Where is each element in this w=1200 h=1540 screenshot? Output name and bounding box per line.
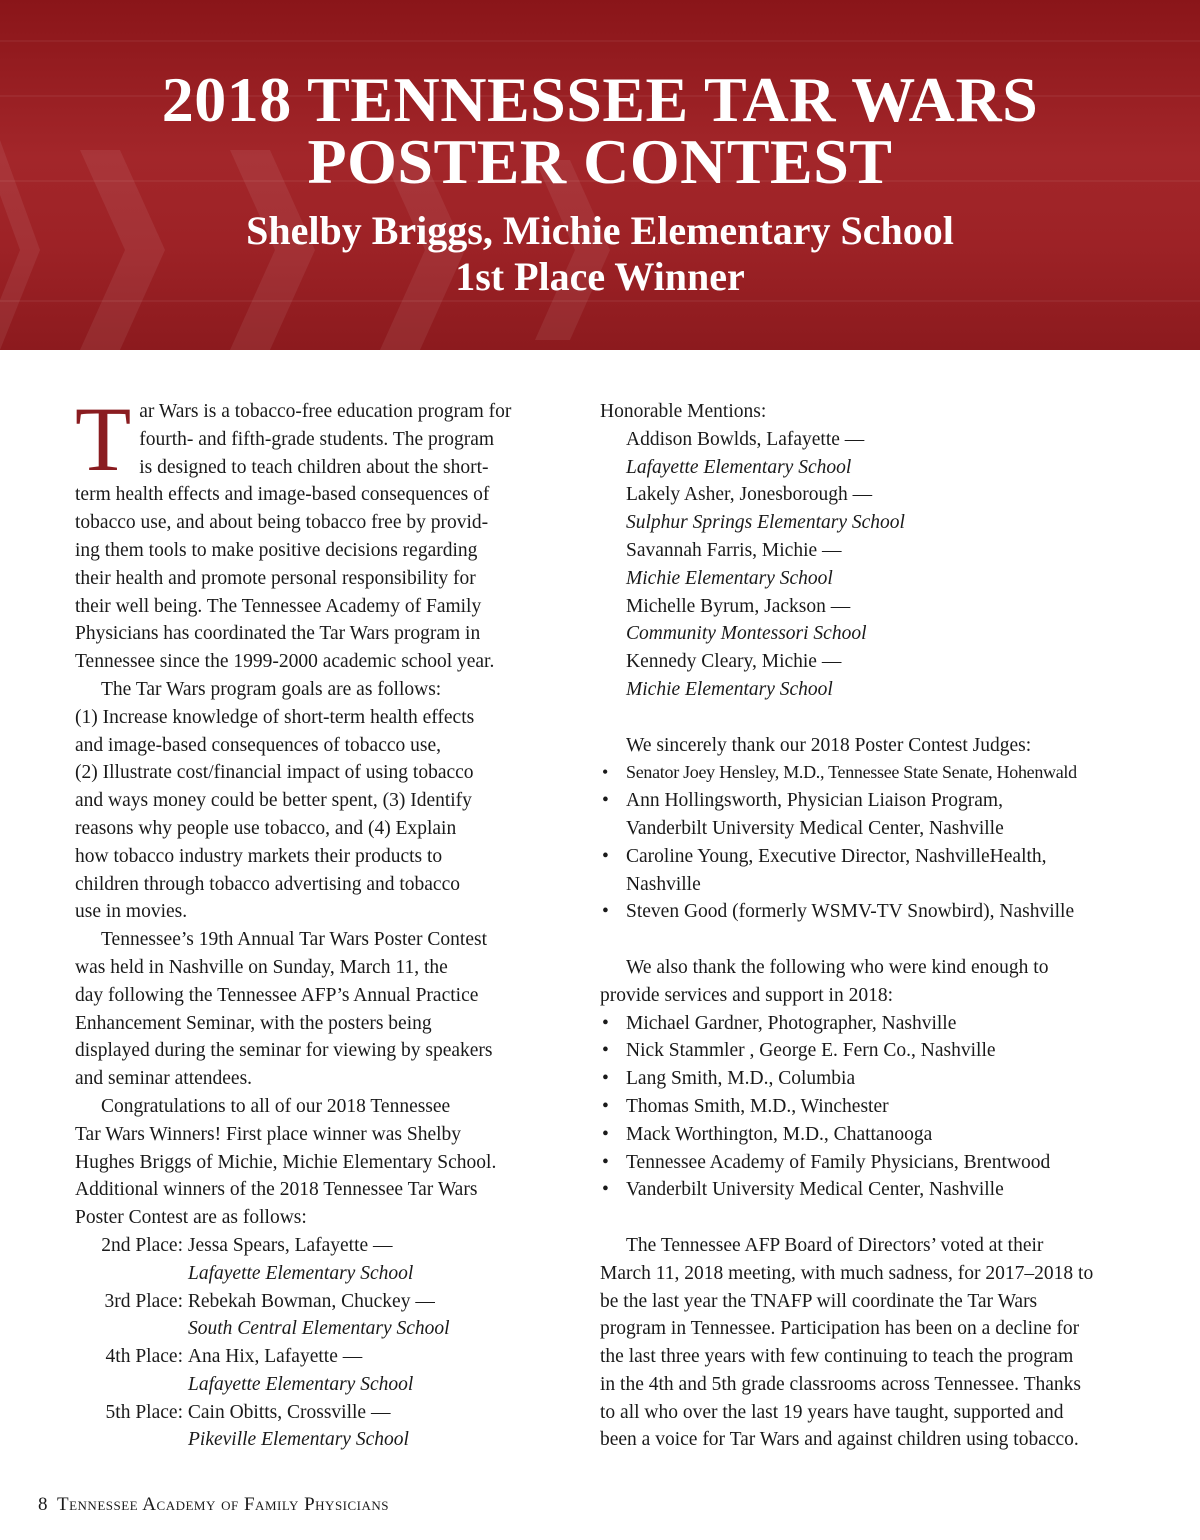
text-line: Congratulations to all of our 2018 Tennessee [101,1095,451,1117]
place-row [75,1232,565,1260]
congrats-paragraph [75,1093,565,1232]
winner-school: Pikeville Elementary School [188,1429,409,1451]
text-line: how tobacco industry markets their products to [75,845,443,867]
judge-item [600,843,1145,899]
intro-paragraph [75,388,565,676]
text-line: term health effects and image-based consequences of [75,484,490,506]
page-number: 8 [38,1494,48,1515]
supporter-item [600,1010,1145,1038]
text-line: program in Tennessee. Participation has been on a decline for [600,1318,1080,1340]
places-list [75,1232,565,1454]
text-line: and ways money could be better spent, (3) Identify [75,790,472,812]
text-line: Steven Good (formerly WSMV-TV Snowbird), Nashville [626,901,1075,923]
place-entry [75,1399,565,1455]
support-intro [600,954,1145,1010]
text-line: their health and promote personal responsibility for [75,567,476,589]
text-line: Hughes Briggs of Michie, Michie Elementary School. [75,1151,497,1173]
supporters-list [600,1010,1145,1205]
text-line: day following the Tennessee AFP’s Annual Practice [75,984,479,1006]
text-line: is designed to teach children about the short- [139,456,489,478]
text-line: Tar Wars Winners! First place winner was Shelby [75,1123,462,1145]
contest-paragraph [75,926,565,1093]
mention-name: Savannah Farris, Michie — [626,539,842,561]
text-line: be the last year the TNAFP will coordinate the Tar Wars [600,1290,1038,1312]
place-row [75,1399,565,1427]
supporter-item [600,1176,1145,1204]
judge-item [600,898,1145,926]
text-line: Vanderbilt University Medical Center, Nashville [626,817,1004,839]
text-line: The Tennessee AFP Board of Directors’ voted at their [626,1234,1044,1256]
text-line: Tennessee’s 19th Annual Tar Wars Poster Contest [101,929,488,951]
text-line: March 11, 2018 meeting, with much sadness, for 2017–2018 to [600,1262,1094,1284]
text-line: Poster Contest are as follows: [75,1207,307,1229]
text-line: Enhancement Seminar, with the posters being [75,1012,432,1034]
subtitle-line2: 1st Place Winner [455,254,745,299]
winner-name: Rebekah Bowman, Chuckey — [183,1290,435,1312]
judges-list [600,759,1145,926]
winner-name: Cain Obitts, Crossville — [183,1401,391,1423]
left-column [75,388,565,1454]
bullet: • [602,1040,609,1062]
text-line: (2) Illustrate cost/financial impact of using tobacco [75,762,474,784]
text-line: Lang Smith, M.D., Columbia [626,1068,856,1090]
text-line: in the 4th and 5th grade classrooms across Tennessee. Thanks [600,1373,1081,1395]
text-line: tobacco use, and about being tobacco free by provid- [75,512,489,534]
bullet: • [602,762,609,783]
judge-item [600,759,1145,787]
mention-name: Lakely Asher, Jonesborough — [626,484,873,506]
text-line: reasons why people use tobacco, and (4) Explain [75,817,457,839]
winner-school: Lafayette Elementary School [188,1373,414,1395]
text-line: displayed during the seminar for viewing by speakers [75,1040,493,1062]
text-line: Ann Hollingsworth, Physician Liaison Program, [626,790,1003,812]
text-line: Nashville [626,873,701,895]
publication-name: Tennessee Academy of Family Physicians [57,1494,390,1515]
supporter-item [600,1093,1145,1121]
page-title: 2018 TENNESSEE TAR WARS [161,64,1039,135]
winner-name: Ana Hix, Lafayette — [183,1346,363,1368]
text-line: Michael Gardner, Photographer, Nashville [626,1012,957,1034]
bullet: • [602,1068,609,1090]
text-line: Caroline Young, Executive Director, NashvilleHealth, [626,845,1047,867]
text-line: Vanderbilt University Medical Center, Nashville [626,1179,1004,1201]
place-label: 2nd Place: [101,1234,183,1256]
bullet: • [602,790,609,812]
goals-paragraph [75,676,565,926]
text-line: Tennessee since the 1999-2000 academic school year. [75,651,495,673]
honorable-mentions-heading: Honorable Mentions: [600,401,767,422]
supporter-item [600,1065,1145,1093]
judges-intro: We sincerely thank our 2018 Poster Contest Judges: [626,734,1032,756]
text-line: ing them tools to make positive decisions regarding [75,539,478,561]
bullet: • [602,1151,609,1173]
supporter-item [600,1121,1145,1149]
text-line: and seminar attendees. [75,1068,253,1090]
text-line: and image-based consequences of tobacco use, [75,734,442,756]
mention-school: Michie Elementary School [626,678,833,700]
place-label: 5th Place: [105,1401,183,1423]
mention-school: Michie Elementary School [626,567,833,589]
right-column [600,398,1145,1454]
place-row [75,1343,565,1371]
header-banner [0,0,1200,350]
mention-school: Community Montessori School [626,623,867,645]
text-line: fourth- and fifth-grade students. The program [139,428,495,450]
judge-item [600,787,1145,843]
text-line: their well being. The Tennessee Academy of Family [75,595,482,617]
winner-school: South Central Elementary School [188,1318,450,1340]
text-line: Thomas Smith, M.D., Winchester [626,1095,889,1117]
supporter-item [600,1149,1145,1177]
bullet: • [602,1123,609,1145]
bullet: • [602,1095,609,1117]
bullet: • [602,845,609,867]
place-entry [75,1343,565,1399]
closing-paragraph [600,1232,1145,1454]
bullet: • [602,1179,609,1201]
mention-school: Sulphur Springs Elementary School [626,512,905,534]
winner-school: Lafayette Elementary School [188,1262,414,1284]
winner-name: Jessa Spears, Lafayette — [183,1234,393,1256]
place-entry [75,1288,565,1344]
text-line: use in movies. [75,901,188,923]
text-line: The Tar Wars program goals are as follows: [101,678,442,700]
text-line: (1) Increase knowledge of short-term health effects [75,706,475,728]
text-line: was held in Nashville on Sunday, March 11, the [75,956,448,978]
mention-name: Kennedy Cleary, Michie — [626,651,842,673]
place-entry [75,1232,565,1288]
place-row [75,1288,565,1316]
text-line: Tennessee Academy of Family Physicians, Brentwood [626,1151,1051,1173]
bullet: • [602,901,609,923]
subtitle: Shelby Briggs, Michie Elementary School [246,208,954,253]
text-line: Additional winners of the 2018 Tennessee Tar Wars [75,1179,478,1201]
intro-lines [75,388,512,673]
page-title-line2: POSTER CONTEST [307,126,893,197]
text-line: Senator Joey Hensley, M.D., Tennessee State Senate, Hohenwald [626,762,1077,783]
text-line: children through tobacco advertising and tobacco [75,873,460,895]
mention-name: Addison Bowlds, Lafayette — [626,428,865,450]
place-label: 3rd Place: [104,1290,183,1312]
text-line: Nick Stammler , George E. Fern Co., Nashville [626,1040,996,1062]
text-line: to all who over the last 19 years have taught, supported and [600,1401,1064,1423]
page-footer [38,1494,389,1516]
supporter-item [600,1037,1145,1065]
text-line: been a voice for Tar Wars and against children using tobacco. [600,1429,1079,1451]
bullet: • [602,1012,609,1034]
text-line: provide services and support in 2018: [600,984,893,1006]
place-label: 4th Place: [105,1346,183,1368]
text-line: We also thank the following who were kind enough to [626,956,1049,978]
mention-school: Lafayette Elementary School [626,456,852,478]
text-line: Mack Worthington, M.D., Chattanooga [626,1123,933,1145]
mention-name: Michelle Byrum, Jackson — [626,595,851,617]
text-line: ar Wars is a tobacco-free education program for [139,401,512,422]
honorable-mentions-list [600,426,1145,704]
text-line: Physicians has coordinated the Tar Wars program in [75,623,481,645]
text-line: the last three years with few continuing to teach the program [600,1346,1074,1368]
drop-cap: T [75,388,132,490]
